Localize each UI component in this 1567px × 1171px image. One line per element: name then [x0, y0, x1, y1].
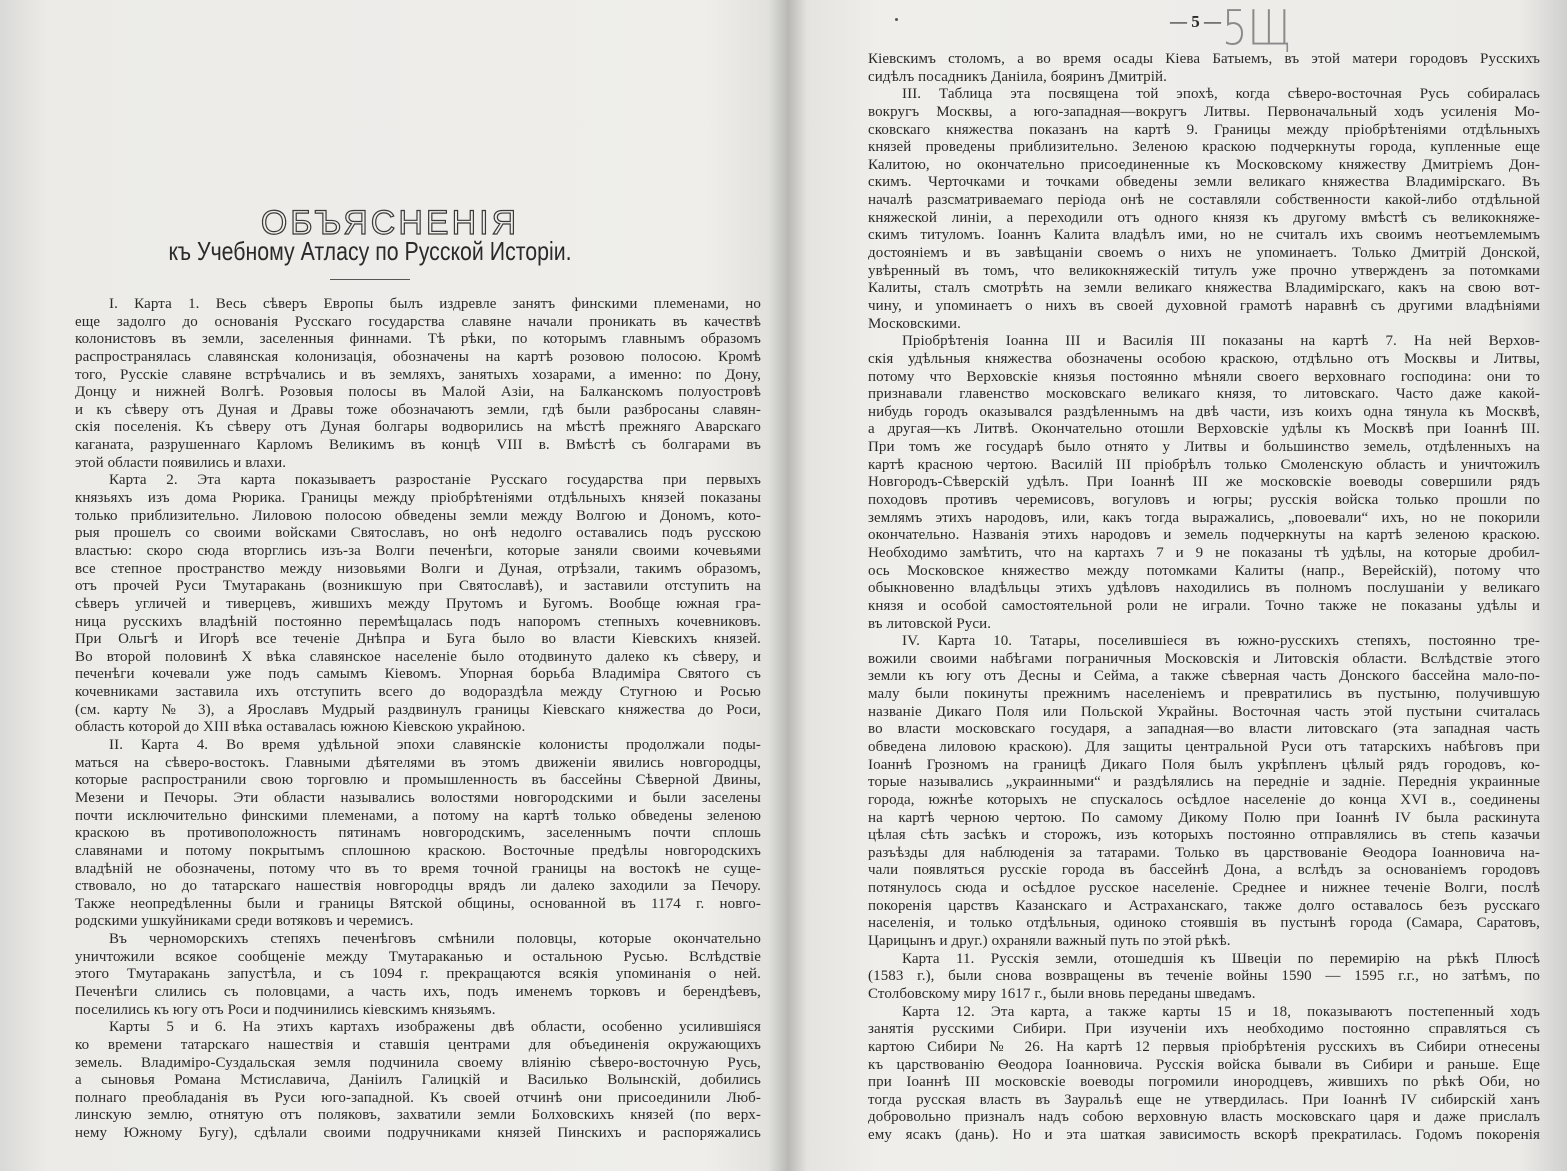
text-line: I. Карта 1. Весь сѣверъ Европы былъ издревле занятъ финскими племенами, но [109, 296, 761, 312]
text-line: Также неопредѣленны были и границы Вятской общины, основанной въ 1174 г. новго- [75, 895, 761, 912]
text-line: уничтожили всякое сообщеніе между Тмутараканью и остальною Русью. Вслѣдствіе [75, 948, 761, 965]
text-line: землямъ этихъ народовъ, или, какъ тогда выражались, „повоевали“ ихъ, но не покорили [868, 509, 1540, 526]
text-line: сидѣлъ посадникъ Даніила, бояринъ Дмитрій. [868, 68, 1168, 85]
text-line: владѣній не обозначены, потому что въ то время точной границы на востокѣ не суще- [75, 860, 761, 877]
text-line: сѣверъ угличей и тиверцевъ, жившихъ между Прутомъ и Бугомъ. Вообще южная гра- [75, 595, 761, 612]
text-line: обыкновенно владѣльцы этихъ удѣловъ находились въ полномъ послушаніи у великаго [868, 580, 1540, 597]
text-line: картою Сибири № 26. На картѣ 12 первыя пріобрѣтенія русскихъ въ Сибири отнесены [868, 1038, 1540, 1055]
text-line: Калиты, сталъ смотрѣть на земли великаго княжества Владимірскаго, какъ на свою вот- [868, 280, 1540, 297]
text-line: (1583 г.), были снова возвращены въ теченіе войны 1590 — 1595 г.г., но затѣмъ, по [868, 968, 1540, 985]
text-line: краскою въ противоположность пятинамъ новгородскимъ, заселеннымъ почти сплошь [75, 825, 761, 842]
text-line: потянулось сюда и осѣдлое русское населеніе. Среднее и нижнее теченіе Волги, послѣ [868, 880, 1540, 897]
text-line: достояніемъ и въ завѣщаніи своемъ о нихъ не упоминаетъ. Только Дмитрій Донской, [868, 245, 1540, 262]
text-line: скія удѣльныя княжества обозначены особою краскою, отдѣльно отъ Москвы и Литвы, [868, 350, 1540, 367]
handwritten-mark: 5Щ [1222, 1, 1292, 57]
text-line: (см. карту № 3), а Ярославъ Мудрый раздвинулъ границы Кіевскаго княжества до Роси, [75, 701, 761, 718]
text-line: колонистовъ въ земли, заселенныя финнами. Тѣ рѣки, по которымъ главнымъ образомъ [75, 331, 761, 348]
text-line: Необходимо замѣтить, что на картахъ 7 и 9 не показаны тѣ удѣлы, на которые дробил- [868, 544, 1540, 561]
text-line: а сыновья Романа Мстиславича, Даніилъ Галицкій и Василько Волынскій, добились [75, 1072, 761, 1089]
left-page-text [75, 296, 761, 1143]
print-speck [895, 18, 898, 21]
title-divider [330, 279, 410, 280]
text-line: торые назывались „украинными“ и раздѣлялись на передніе и задніе. Переднія украинные [868, 774, 1540, 791]
text-line: вожили своими набѣгами пограничныя Московскія и Литовскія области. Вслѣдствіе этого [868, 650, 1540, 667]
text-line: Донцу и нижней Волгѣ. Розовыя полосы въ Малой Азіи, на Балканскомъ полуостровѣ [75, 384, 761, 401]
text-line: малу были покинуты прежнимъ населеніемъ и превратились въ пустыню, получившую [868, 686, 1540, 703]
text-line: князя и особой самостоятельной роли не играли. Точно также не показаны удѣлы и [868, 597, 1540, 614]
text-line: Столбовскому миру 1617 г., были вновь переданы шведамъ. [868, 985, 1256, 1002]
text-line: тогда русская власть въ Зауральѣ еще не утвердилась. При Іоаннѣ IV сибирскій ханъ [868, 1091, 1540, 1108]
text-line: поселились къ югу отъ Роси и подчинились кіевскимъ князьямъ. [75, 1001, 496, 1018]
text-line: чину, и упоминаетъ о нихъ въ своей духовной грамотѣ наравнѣ съ другими владѣніями [868, 297, 1540, 314]
text-line: князей проведены приблизительно. Зеленою краскою подчеркнуты города, купленные еще [868, 139, 1540, 156]
text-line: чали появляться русскіе города въ бассейнѣ Дона, а вслѣдъ за основаніемъ городовъ [868, 862, 1540, 879]
text-line: ко времени татарскаго нашествія и ставшія центрами для объединенія окружающихъ [75, 1036, 761, 1053]
text-line: При томъ же государѣ было отнято у Литвы и большинство земель, отдѣленныхъ на [868, 439, 1540, 456]
text-line: При Ольгѣ и Игорѣ все теченіе Днѣпра и Буга было во власти Кіевскихъ князей. [75, 631, 761, 648]
text-line: отъ прочей Руси Тмутаракань (возникшую при Святославѣ), и заставили отступить на [75, 578, 761, 595]
text-line: ему ясакъ (дань). Но и эта шаткая зависимость вскорѣ прекратилась. Годомъ покоренія [868, 1127, 1540, 1144]
text-line: нибудь городъ оказывался раздѣленнымъ на двѣ части, изъ коихъ одна тянула къ Москвѣ, [868, 403, 1540, 420]
text-line: Карта 11. Русскія земли, отошедшія къ Швеціи по перемирію на рѣкѣ Плюсѣ [902, 950, 1540, 967]
text-line: Іоаннѣ Грозномъ на границѣ Дикаго Поля былъ укрѣпленъ цѣлый рядъ городовъ, ко- [868, 756, 1540, 773]
text-line: земли къ югу отъ Десны и Сейма, а также сѣверная часть Донского бассейна мало-по- [868, 668, 1540, 685]
text-line: Калитою, но окончательно присоединенные къ Московскому княжеству Дмитріемъ Дон- [868, 156, 1540, 173]
text-line: линскую землю, отнятую отъ поляковъ, захватили земли Болховскихъ князей (по верх- [75, 1107, 761, 1124]
text-line: нему Южному Бугу), сдѣлали своими подручниками князей Пинскихъ и распоряжались [75, 1125, 761, 1142]
text-line: названіе Дикаго Поля или Польской Украйны. Восточная часть этой пустыни считалась [868, 703, 1540, 720]
text-line: Карта 2. Эта карта показываетъ разростаніе Русскаго государства при первыхъ [109, 472, 761, 489]
text-line: началѣ разсматриваемаго періода онѣ не составляли собственности какой-либо отдѣльной [868, 192, 1540, 209]
text-line: III. Таблица эта посвящена той эпохѣ, когда сѣверо-восточная Русь собиралась [902, 86, 1540, 103]
text-line: рыя прошелъ со своими войсками Святославъ, но онѣ недолго оставались подъ русскою [75, 525, 761, 542]
text-line: славянами и потому покрытымъ сплошною краскою. Восточные предѣлы новгородскихъ [75, 842, 761, 859]
text-line: властью: скоро сюда вторглись изъ-за Волги печенѣги, которые заняли своими кочевьями [75, 542, 761, 559]
text-line: почти исключительно финскими племенами, а потому на картѣ только обведены зеленою [75, 807, 761, 824]
text-line: только приблизительно. Лиловою полосою обведены земли между Волгою и Дономъ, кото- [75, 507, 761, 524]
text-line: потому что Верховскіе князья постоянно мѣняли своего верховнаго господина: они то [868, 368, 1540, 385]
text-line: Карта 12. Эта карта, а также карты 15 и 18, показываютъ постепенный ходъ [902, 1003, 1540, 1020]
page-number: — 5 — [1170, 12, 1221, 31]
text-line: и къ сѣверу отъ Дуная и Дравы тоже обозначаютъ земли, гдѣ были разбросаны славян- [75, 401, 761, 418]
text-line: кочевниками заставила ихъ отступить всего до водораздѣла между Стугною и Росью [75, 684, 761, 701]
text-line: картѣ красною чертою. Василій III пріобрѣлъ только Смоленскую область и уничтожилъ [868, 456, 1540, 473]
text-line: походовъ противъ черемисовъ, вогуловъ и югры; русскія войска только прошли по [868, 492, 1540, 509]
text-line: Карты 5 и 6. На этихъ картахъ изображены двѣ области, особенно усилившіяся [109, 1019, 761, 1036]
text-line: II. Карта 4. Во время удѣльной эпохи славянскіе колонисты продолжали поды- [109, 737, 761, 754]
text-line: въ литовской Руси. [868, 615, 992, 632]
text-line: разъѣзды для наблюденія за татарами. Только въ царствованіе Ѳеодора Іоанновича на- [868, 844, 1540, 861]
document-title: ОБЪЯСНЕНІЯ [260, 204, 520, 242]
text-line: маться на сѣверо-востокъ. Главными дѣятелями въ этомъ движеніи явились новгородцы, [75, 754, 761, 771]
text-line: полнаго преобладанія въ Руси юго-западной. Къ своей отчинѣ они присоединили Люб- [75, 1089, 761, 1106]
text-line: увѣренный въ томъ, что великокняжескій титулъ уже прочно утвержденъ за потомками [868, 262, 1540, 279]
text-line: вокругъ Москвы, а юго-западная—вокругъ Литвы. Первоначальный ходъ усиленія Мо- [868, 103, 1540, 120]
text-line: Печенѣги слились съ половцами, а часть ихъ, подъ именемъ торковъ и берендѣевъ, [75, 983, 761, 1000]
text-line: при Іоаннѣ III московскіе воеводы погромили инородцевъ, жившихъ по рѣкѣ Оби, но [868, 1074, 1540, 1091]
text-line: родскими ушкуйниками среди вотяковъ и черемисъ. [75, 913, 414, 930]
text-line: Во второй половинѣ X вѣка славянское населеніе было отодвинуто далеко къ сѣверу, и [75, 648, 761, 665]
text-line: скія поселенія. Къ сѣверу отъ Дуная болгары водворились на мѣстѣ прежняго Аварскаго [75, 419, 761, 436]
text-line: земель. Владиміро-Суздальская земля подчинила своему вліянію сѣверо-восточную Русь, [75, 1054, 761, 1071]
text-line: признавали главенство московскаго великаго князя, то литовскаго. Часто даже какой- [868, 386, 1540, 403]
text-line: населенія, и только отдѣльныя, одиноко стоявшія въ пустынѣ города (Самара, Саратовъ, [868, 915, 1540, 932]
text-line: во власти московскаго государя, а западная—во власти литовскаго (эта западная часть [868, 721, 1540, 738]
text-line: къ царствованію Ѳеодора Іоанновича. Русскія войска бывали въ Сибири и раньше. Еще [868, 1056, 1540, 1073]
text-line: Московскими. [868, 315, 961, 332]
text-line: Пріобрѣтенія Іоанна III и Василія III показаны на картѣ 7. На ней Верхов- [902, 333, 1540, 350]
text-line: которые распространили свою торговлю и промышленность въ бассейны Сѣверной Двины, [75, 772, 761, 789]
text-line: княжеской линіи, а переходили отъ одного князя къ другому вмѣстѣ съ великокняже- [868, 209, 1540, 226]
text-line: этого Тмутаракань запустѣла, и съ 1094 г. прекращаются всякія упоминанія о ней. [75, 966, 761, 983]
text-line: того, Русскіе славяне встрѣчались и въ земляхъ, занятыхъ хозарами, а именно: по Дону, [75, 366, 761, 383]
right-page-text [868, 51, 1540, 1145]
text-line: обведена лиловою краскою). Для защиты центральной Руси отъ татарскихъ набѣговъ при [868, 738, 1540, 755]
text-line: Новгородъ-Сѣверскій удѣлъ. При Іоаннѣ III же московскіе воеводы совершили рядъ [868, 474, 1540, 491]
text-line: Мезени и Печоры. Эти области назывались волостями новгородскими и были заселены [75, 789, 761, 806]
text-line: на картѣ черною чертою. По самому Дикому Полю при Іоаннѣ IV была раскинута [868, 809, 1540, 826]
text-line: занятія русскими Сибири. При изученіи ихъ необходимо постоянно справляться съ [868, 1021, 1540, 1038]
text-line: ствовало, но до татарскаго нашествія новгородцы врядъ ли далеко заходили за Печору. [75, 878, 761, 895]
text-line: Царицынъ и друг.) охраняли важный путь по этой рѣкѣ. [868, 933, 1231, 950]
text-line: покоренія царствъ Казанскаго и Астраханскаго, также долго оставалось безъ русскаго [868, 897, 1540, 914]
text-line: еще задолго до основанія Русскаго государства славяне начали проникать въ качествѣ [75, 313, 761, 330]
text-line: Въ черноморскихъ степяхъ печенѣговъ смѣнили половцы, которые окончательно [109, 931, 761, 948]
text-line: ось Московское княжество между потомками Калиты (напр., Верейскій), потому что [868, 562, 1540, 579]
text-line: печенѣги кочевали уже подъ самымъ Кіевомъ. Упорная борьба Владиміра Святого съ [75, 666, 761, 683]
text-line: Кіевскимъ столомъ, а во время осады Кіева Батыемъ, въ этой матери городовъ Русскихъ [868, 51, 1540, 67]
text-line: скимъ титуломъ. Іоаннъ Калита владѣлъ ими, но не считалъ ихъ своимъ неотъемлемымъ [868, 227, 1540, 244]
text-line: сковскаго княжества показанъ на картѣ 9. Границы между пріобрѣтеніями отдѣльныхъ [868, 121, 1540, 138]
text-line: каганата, разрушеннаго Карломъ Великимъ въ концѣ VIII в. Вмѣстѣ съ болгарами въ [75, 437, 761, 454]
text-line: область которой до XIII вѣка оставалась южною Кіевскою украйною. [75, 719, 526, 736]
text-line: этой области появились и влахи. [75, 454, 287, 471]
text-line: князьяхъ изъ дома Рюрика. Границы между пріобрѣтеніями отдѣльныхъ князей показаны [75, 490, 761, 507]
text-line: окончательно. Названія этихъ народовъ и земель подчеркнуты на картѣ зеленою краскою. [868, 527, 1540, 544]
text-line: все степное пространство между низовьями Волги и Дуная, отрѣзали, такимъ образомъ, [75, 560, 761, 577]
text-line: ница русскихъ владѣній постоянно перемѣщалась подъ напоромъ степныхъ кочевниковъ. [75, 613, 761, 630]
text-line: а другая—къ Литвѣ. Окончательно отошли Верховскіе удѣлы къ Москвѣ при Іоаннѣ III. [868, 421, 1540, 438]
text-line: города, южнѣе которыхъ не спускалось осѣдлое населеніе до конца XVI в., соединены [868, 791, 1540, 808]
text-line: IV. Карта 10. Татары, поселившіеся въ южно-русскихъ степяхъ, постоянно тре- [902, 633, 1540, 650]
text-line: скимъ. Черточками и точками обведены земли великаго княжества Владимірскаго. Въ [868, 174, 1540, 191]
text-line: распространялась славянская колонизація, обозначены на картѣ розовою полосою. Кромѣ [75, 348, 761, 365]
text-line: добровольно призналъ надъ собою верховную власть московскаго царя и даже прислалъ [868, 1109, 1540, 1126]
text-line: цѣлая сѣть засѣкъ и сторожъ, изъ которыхъ постоянно отправлялись въ степь казачьи [868, 827, 1540, 844]
document-subtitle: къ Учебному Атласу по Русской Исторіи. [168, 236, 572, 266]
